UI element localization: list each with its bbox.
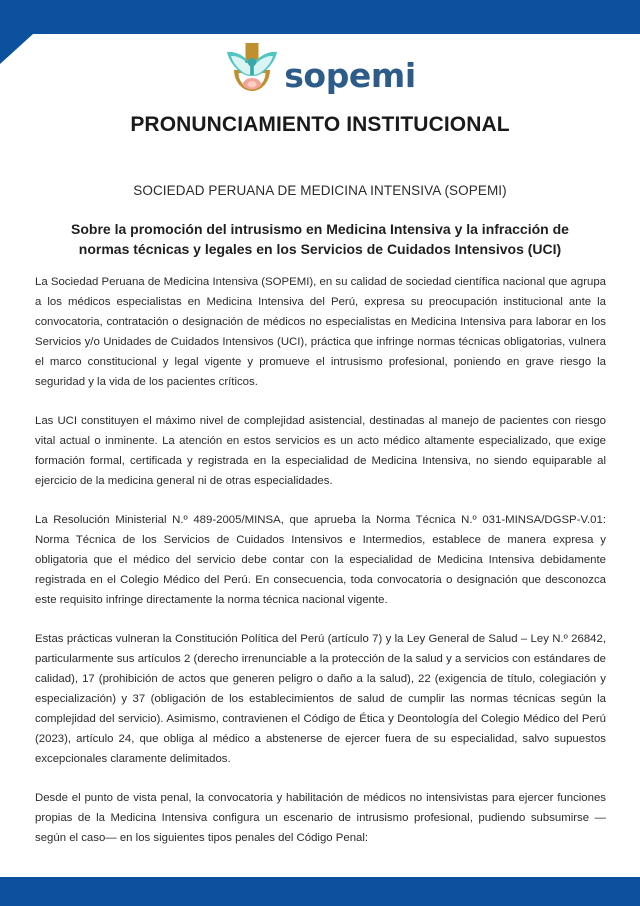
paragraph: Desde el punto de vista penal, la convocatoria y habilitación de médicos no intensivistas para ejercer funciones propias de la Medicina Intensiva configura un escenario de intrusismo profesional, pudiendo subsumirse —según el caso— en los siguientes tipos penales del Código Penal: [35, 792, 606, 844]
sopemi-dove-emblem-icon [224, 42, 280, 102]
paragraph: La Resolución Ministerial N.º 489-2005/MINSA, que aprueba la Norma Técnica N.º 031-MINSA/DGSP-V.01: Norma Técnica de los Servicios de Cuidados Intensivos e Intermedios, establece de manera expresa y obligatoria que el médico del servicio debe contar con la especialidad de Medicina Intensiva debidamente registrada en el Colegio Médico del Perú. En consecuencia, toda convocatoria o designación que desconozca este requisito infringe directamente la norma técnica nacional vigente. [35, 514, 606, 606]
document-subject: Sobre la promoción del intrusismo en Medicina Intensiva y la infracción de normas técnicas y legales en los Servicios de Cuidados Intensivos (UCI) [71, 221, 569, 257]
paragraph: Las UCI constituyen el máximo nivel de complejidad asistencial, destinadas al manejo de pacientes con riesgo vital actual o inminente. La atención en estos servicios es un acto médico altamente especializado, que exige formación formal, certificada y registrada en la especialidad de Medicina Intensiva, no siendo equiparable al ejercicio de la medicina general ni de otras especialidades. [35, 415, 606, 487]
document-body [35, 272, 606, 848]
brand-wordmark: sopemi [284, 55, 416, 95]
page-title: PRONUNCIAMIENTO INSTITUCIONAL [130, 113, 510, 136]
organization-name: SOCIEDAD PERUANA DE MEDICINA INTENSIVA (SOPEMI) [133, 183, 507, 198]
paragraph: La Sociedad Peruana de Medicina Intensiva (SOPEMI), en su calidad de sociedad científica nacional que agrupa a los médicos especialistas en Medicina Intensiva del Perú, expresa su preocupación institucional ante la convocatoria, contratación o designación de médicos no especialistas en Medicina Intensiva para laborar en los Servicios y/o Unidades de Cuidados Intensivos (UCI), práctica que infringe normas técnicas obligatorias, vulnera el marco constitucional y legal vigente y promueve el intrusismo profesional, poniendo en grave riesgo la seguridad y la vida de los pacientes críticos. [35, 276, 606, 388]
paragraph: Estas prácticas vulneran la Constitución Política del Perú (artículo 7) y la Ley General de Salud – Ley N.º 26842, particularmente sus artículos 2 (derecho irrenunciable a la protección de la salud y a servicios con estándares de calidad), 17 (prohibición de actos que generen peligro o daño a la salud), 22 (exigencia de título, colegiación y especialización) y 37 (obligación de los establecimientos de salud de cumplir las normas técnicas según la complejidad del servicio). Asimismo, contravienen el Código de Ética y Deontología del Colegio Médico del Perú (2023), artículo 24, que obliga al médico a abstenerse de ejercer fuera de su especialidad, salvo supuestos excepcionales claramente delimitados. [35, 633, 606, 765]
footer-blue-band [0, 877, 640, 906]
brand-logo [0, 42, 640, 102]
